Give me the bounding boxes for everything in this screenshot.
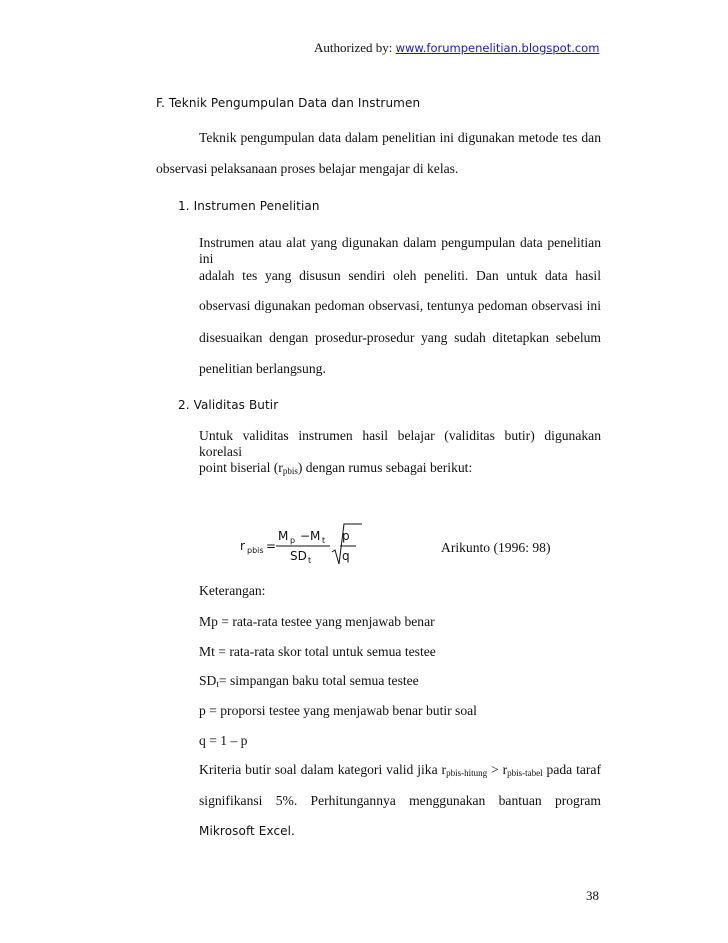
keterangan-sd: $SD_t=$ simpangan baku total semua testee — [199, 673, 419, 689]
keterangan-q: q = 1 – p — [199, 733, 248, 748]
sub2-line-1: Untuk validitas instrumen hasil belajar (validitas butir) digunakan korelasi — [199, 428, 601, 459]
keterangan-p: p = proporsi testee yang menjawab benar butir soal — [199, 703, 477, 718]
sub1-line-5: penelitian berlangsung. — [199, 361, 326, 376]
formula-mp-sub: p — [290, 536, 296, 545]
formula-equals: = — [266, 539, 277, 553]
formula-mt-sub: t — [322, 536, 326, 545]
header-link[interactable]: www.forumpenelitian.blogspot.com — [395, 41, 600, 55]
header-prefix: Authorized by: — [314, 40, 393, 55]
kriteria-line-3: Mikrosoft Excel. — [199, 824, 295, 838]
subsection-2-heading: 2. Validitas Butir — [178, 398, 279, 412]
keterangan-mt: Mt = rata-rata skor total untuk semua testee — [199, 644, 436, 659]
formula-mt: M — [310, 529, 321, 543]
kriteria-line-1: Kriteria butir soal dalam kategori valid jika $r_{pbis-hitung} > r_{pbis-tabel}$ pada taraf — [199, 762, 601, 778]
sub1-line-3: observasi digunakan pedoman observasi, tentunya pedoman observasi ini — [199, 298, 601, 313]
sub1-line-1: Instrumen atau alat yang digunakan dalam pengumpulan data penelitian ini — [199, 235, 601, 266]
formula-sd-sub: t — [308, 556, 312, 565]
formula-lhs: r — [240, 539, 245, 553]
subsection-1-heading: 1. Instrumen Penelitian — [178, 199, 320, 213]
formula-lhs-sub: pbis — [247, 546, 264, 555]
formula-minus: − — [300, 529, 311, 543]
formula-sqrt-p: p — [342, 529, 350, 543]
section-heading: F. Teknik Pengumpulan Data dan Instrumen — [156, 96, 421, 110]
formula-sqrt-q: q — [342, 549, 350, 563]
kriteria-line-2: signifikansi 5%. Perhitungannya menggunakan bantuan program — [199, 793, 601, 808]
formula-sd: SD — [290, 549, 307, 563]
page-header — [314, 40, 599, 56]
formula-citation: Arikunto (1996: 98) — [441, 540, 551, 555]
sub2-line-2: point biserial $(r_{pbis})$ dengan rumus sebagai berikut: — [199, 460, 473, 476]
keterangan-mp: Mp = rata-rata testee yang menjawab benar — [199, 614, 435, 629]
keterangan-title: Keterangan: — [199, 583, 266, 598]
page-number: 38 — [586, 888, 599, 903]
formula-mp: M — [278, 529, 289, 543]
sub1-line-4: disesuaikan dengan prosedur-prosedur yang sudah ditetapkan sebelum — [199, 330, 601, 345]
intro-line-2: observasi pelaksanaan proses belajar mengajar di kelas. — [156, 161, 459, 176]
sub1-line-2: adalah tes yang disusun sendiri oleh peneliti. Dan untuk data hasil — [199, 268, 601, 283]
formula-rpbis — [238, 520, 378, 570]
intro-line-1: Teknik pengumpulan data dalam penelitian ini digunakan metode tes dan — [199, 130, 601, 145]
